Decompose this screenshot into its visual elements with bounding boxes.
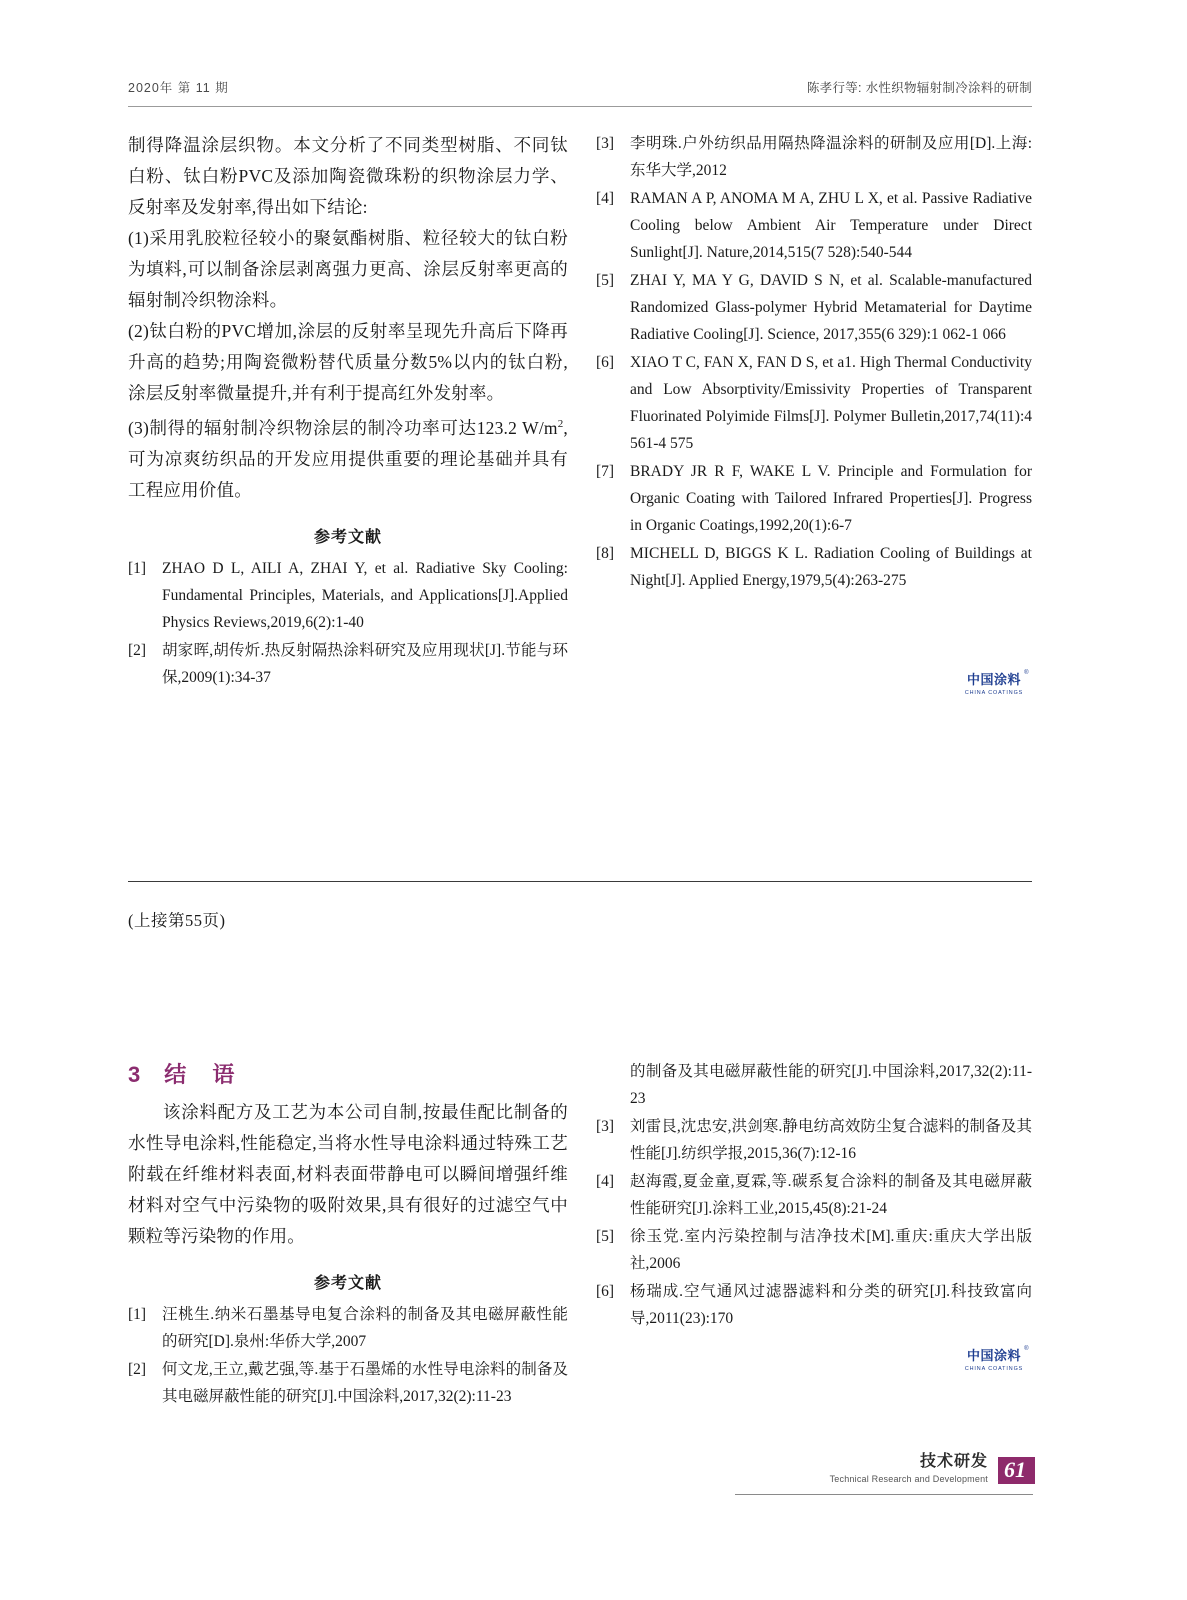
reference-number: [2] <box>128 1361 147 1378</box>
reference-text: 胡家晖,胡传炘.热反射隔热涂料研究及应用现状[J].节能与环保,2009(1):34-37 <box>162 641 568 686</box>
article-1-right-column <box>596 130 1032 595</box>
logo-cn-text: 中国涂料 ® <box>966 1346 1029 1363</box>
page-footer <box>735 1448 1035 1484</box>
reference-item <box>128 1301 568 1355</box>
reference-item <box>596 1223 1032 1277</box>
trademark-icon: ® <box>1024 1346 1029 1352</box>
reference-number <box>596 1058 630 1112</box>
logo-en-text: CHINA COATINGS <box>964 1365 1024 1372</box>
footer-rule <box>735 1494 1033 1495</box>
reference-item <box>128 637 568 691</box>
reference-number: [4] <box>596 1173 615 1190</box>
reference-number: [6] <box>596 354 615 371</box>
reference-text: 李明珠.户外纺织品用隔热降温涂料的研制及应用[D].上海:东华大学,2012 <box>630 135 1032 179</box>
reference-text: 刘雷艮,沈忠安,洪剑寒.静电纺高效防尘复合滤料的制备及其性能[J].纺织学报,2015,36(7):12-16 <box>630 1118 1032 1162</box>
paragraph-conclusion-3 <box>128 409 568 506</box>
footer-labels <box>830 1448 988 1484</box>
reference-item <box>596 1113 1032 1167</box>
references-heading: 参考文献 <box>313 1275 382 1292</box>
running-head-issue: 2020年 第 11 期 <box>128 81 229 95</box>
reference-number: [8] <box>596 545 615 562</box>
logo-en-text: CHINA COATINGS <box>964 689 1024 696</box>
reference-number: [3] <box>596 135 615 152</box>
china-coatings-logo <box>958 1348 1030 1372</box>
reference-number: [1] <box>128 1306 147 1323</box>
reference-text: XIAO T C, FAN X, FAN D S, et a1. High Thermal Conductivity and Low Absorptivity/Emissivity Properties of Transparent Fluorinated Polyimide Films[J]. Polymer Bulletin,2017,74(11):4 561-4 575 <box>630 354 1032 452</box>
paragraph: (2)钛白粉的PVC增加,涂层的反射率呈现先升高后下降再升高的趋势;用陶瓷微粉替代质量分数5%以内的钛白粉,涂层反射率微量提升,并有利于提高红外发射率。 <box>128 321 568 403</box>
paragraph: (1)采用乳胶粒径较小的聚氨酯树脂、粒径较大的钛白粉为填料,可以制备涂层剥离强力更高、涂层反射率更高的辐射制冷织物涂料。 <box>128 228 568 310</box>
running-head-rule <box>128 106 1032 107</box>
running-head <box>128 78 1032 96</box>
reference-text: 何文龙,王立,戴艺强,等.基于石墨烯的水性导电涂料的制备及其电磁屏蔽性能的研究[J].中国涂料,2017,32(2):11-23 <box>162 1361 568 1405</box>
reference-item <box>596 130 1032 184</box>
logo-cn-text: 中国涂料 ® <box>966 670 1029 687</box>
reference-number: [6] <box>596 1283 615 1300</box>
reference-item <box>128 1356 568 1410</box>
reference-number: [1] <box>128 559 147 577</box>
reference-text: ZHAO D L, AILI A, ZHAI Y, et al. Radiative Sky Cooling: Fundamental Principles, Materials, and Applications[J].Applied Physics Reviews,2019,6(2):1-40 <box>162 559 568 631</box>
reference-item <box>596 185 1032 266</box>
paragraph: 制得降温涂层织物。本文分析了不同类型树脂、不同钛白粉、钛白粉PVC及添加陶瓷微珠粉的织物涂层力学、反射率及发射率,得出如下结论: <box>128 135 568 217</box>
reference-number: [7] <box>596 463 615 480</box>
continuation-note: (上接第55页) <box>128 911 226 930</box>
reference-number: [4] <box>596 190 615 207</box>
paragraph: 该涂料配方及工艺为本公司自制,按最佳配比制备的水性导电涂料,性能稳定,当将水性导电涂料通过特殊工艺附载在纤维材料表面,材料表面带静电可以瞬间增强纤维材料对空气中污染物的吸附效果,具有很好的过滤空气中颗粒等污染物的作用。 <box>128 1102 568 1246</box>
conclusion-3-pre: (3)制得的辐射制冷织物涂层的制冷功率可达123.2 W/m <box>128 417 558 438</box>
references-heading: 参考文献 <box>313 528 382 546</box>
reference-text-continued: 的制备及其电磁屏蔽性能的研究[J].中国涂料,2017,32(2):11-23 <box>630 1063 1032 1107</box>
reference-item <box>596 267 1032 348</box>
references-list <box>128 555 568 691</box>
reference-text: MICHELL D, BIGGS K L. Radiation Cooling of Buildings at Night[J]. Applied Energy,1979,5(4):263-275 <box>630 545 1032 589</box>
reference-item <box>596 540 1032 594</box>
section-number: 3 <box>128 1062 143 1087</box>
reference-text: ZHAI Y, MA Y G, DAVID S N, et al. Scalable-manufactured Randomized Glass-polymer Hybrid Metamaterial for Daytime Radiative Cooling[J]. Science, 2017,355(6 329):1 062-1 066 <box>630 272 1032 343</box>
running-head-title: 陈孝行等: 水性织物辐射制冷涂料的研制 <box>806 81 1032 95</box>
reference-number: [2] <box>128 641 147 659</box>
reference-text: 徐玉党.室内污染控制与洁净技术[M].重庆:重庆大学出版社,2006 <box>630 1228 1032 1272</box>
reference-number: [3] <box>596 1118 615 1135</box>
article-divider <box>128 881 1032 882</box>
reference-text: 赵海霞,夏金童,夏霖,等.碳系复合涂料的制备及其电磁屏蔽性能研究[J].涂料工业,2015,45(8):21-24 <box>630 1173 1032 1217</box>
reference-item <box>596 1278 1032 1332</box>
footer-section-cn: 技术研发 <box>919 1453 988 1470</box>
reference-item <box>128 555 568 636</box>
page-number: 61 <box>998 1457 1035 1484</box>
reference-item <box>596 1058 1032 1112</box>
references-list <box>128 1301 568 1410</box>
article-2-right-column <box>596 1058 1032 1333</box>
trademark-icon: ® <box>1024 670 1029 676</box>
reference-number: [5] <box>596 1228 615 1245</box>
reference-text: 杨瑞成.空气通风过滤器滤料和分类的研究[J].科技致富向导,2011(23):170 <box>630 1283 1032 1327</box>
article-1-left-column <box>128 130 568 692</box>
reference-text: 汪桃生.纳米石墨基导电复合涂料的制备及其电磁屏蔽性能的研究[D].泉州:华侨大学,2007 <box>162 1306 568 1350</box>
references-list-continued <box>596 1058 1032 1332</box>
conclusion-3-superscript: 2 <box>557 418 564 430</box>
reference-text: RAMAN A P, ANOMA M A, ZHU L X, et al. Passive Radiative Cooling below Ambient Air Temperature under Direct Sunlight[J]. Nature,2014,515(7 528):540-544 <box>630 190 1032 261</box>
china-coatings-logo <box>958 672 1030 696</box>
conclusion-3-post: ,可为凉爽纺织品的开发应用提供重要的理论基础并具有工程应用价值。 <box>128 417 568 500</box>
section-heading <box>128 1058 568 1089</box>
reference-item <box>596 349 1032 457</box>
article-2-left-column <box>128 1058 568 1411</box>
references-list-continued <box>596 130 1032 594</box>
reference-text: BRADY JR R F, WAKE L V. Principle and Formulation for Organic Coating with Tailored Infrared Properties[J]. Progress in Organic Coatings,1992,20(1):6-7 <box>630 463 1032 534</box>
section-title: 结 语 <box>164 1062 245 1087</box>
reference-item <box>596 1168 1032 1222</box>
reference-number: [5] <box>596 272 615 289</box>
footer-section-en: Technical Research and Development <box>829 1474 988 1484</box>
reference-item <box>596 458 1032 539</box>
